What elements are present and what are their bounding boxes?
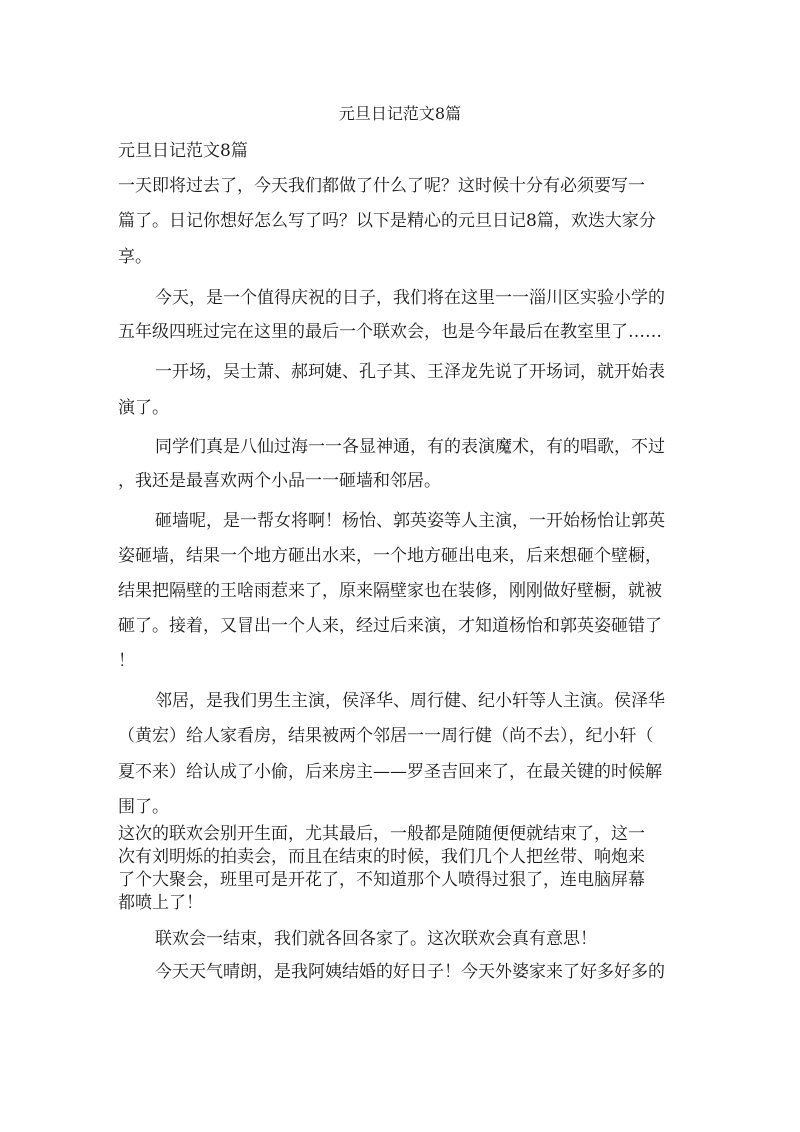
text-line: 姿砸墙，结果一个地方砸出水来，一个地方砸出电来，后来想砸个壁橱， bbox=[118, 546, 662, 566]
text-line: 夏不来）给认成了小偷，后来房主——罗圣吉回来了，在最关键的时候解 bbox=[118, 762, 662, 782]
text-line: 今天天气晴朗，是我阿姨结婚的好日子！今天外婆家来了好多好多的 bbox=[155, 962, 665, 982]
document-title: 元旦日记范文8篇 bbox=[338, 104, 462, 123]
text-line: 联欢会一结束，我们就各回各家了。这次联欢会真有意思！ bbox=[155, 929, 597, 949]
text-line: 五年级四班过完在这里的最后一个联欢会，也是今年最后在教室里了…… bbox=[118, 322, 662, 342]
text-line: ！ bbox=[118, 651, 135, 671]
text-line: 同学们真是八仙过海一一各显神通，有的表演魔术，有的唱歌，不过 bbox=[155, 437, 665, 457]
text-line: 一开场，吴士萧、郝珂婕、孔子其、王泽龙先说了开场词，就开始表 bbox=[155, 362, 665, 382]
text-line: ，我还是最喜欢两个小品一一砸墙和邻居。 bbox=[118, 471, 441, 491]
text-line: 砸了。接着，又冒出一个人来，经过后来演，才知道杨怡和郭英姿砸错了 bbox=[118, 616, 662, 636]
text-line: 结果把隔壁的王啥雨惹来了，原来隔壁家也在装修，刚刚做好壁橱，就被 bbox=[118, 581, 662, 601]
text-line: 享。 bbox=[118, 247, 152, 267]
text-line: 邻居，是我们男生主演，侯泽华、周行健、纪小轩等人主演。侯泽华 bbox=[155, 691, 665, 711]
text-line: 围了。 bbox=[118, 797, 169, 817]
text-line: 演了。 bbox=[118, 398, 169, 418]
text-line: 一天即将过去了，今天我们都做了什么了呢？这时候十分有必须要写一 bbox=[118, 176, 645, 196]
text-line: 了个大聚会，班里可是开花了，不知道那个人喷得过狠了，连电脑屏幕 bbox=[118, 870, 645, 890]
text-line: （黄宏）给人家看房，结果被两个邻居一一周行健（尚不去），纪小轩（ bbox=[118, 726, 654, 746]
text-line: 都喷上了！ bbox=[118, 893, 203, 913]
text-line: 次有刘明烁的拍卖会，而且在结束的时候，我们几个人把丝带、响炮来 bbox=[118, 847, 645, 867]
text-line: 元旦日记范文8篇 bbox=[118, 141, 248, 161]
text-line: 这次的联欢会别开生面，尤其最后，一般都是随随便便就结束了，这一 bbox=[118, 824, 645, 844]
text-line: 今天，是一个值得庆祝的日子，我们将在这里一一淄川区实验小学的 bbox=[155, 288, 665, 308]
text-line: 砸墙呢，是一帮女将啊！杨怡、郭英姿等人主演，一开始杨怡让郭英 bbox=[155, 511, 665, 531]
text-line: 篇了。日记你想好怎么写了吗？以下是精心的元旦日记8篇，欢迭大家分 bbox=[118, 211, 656, 231]
